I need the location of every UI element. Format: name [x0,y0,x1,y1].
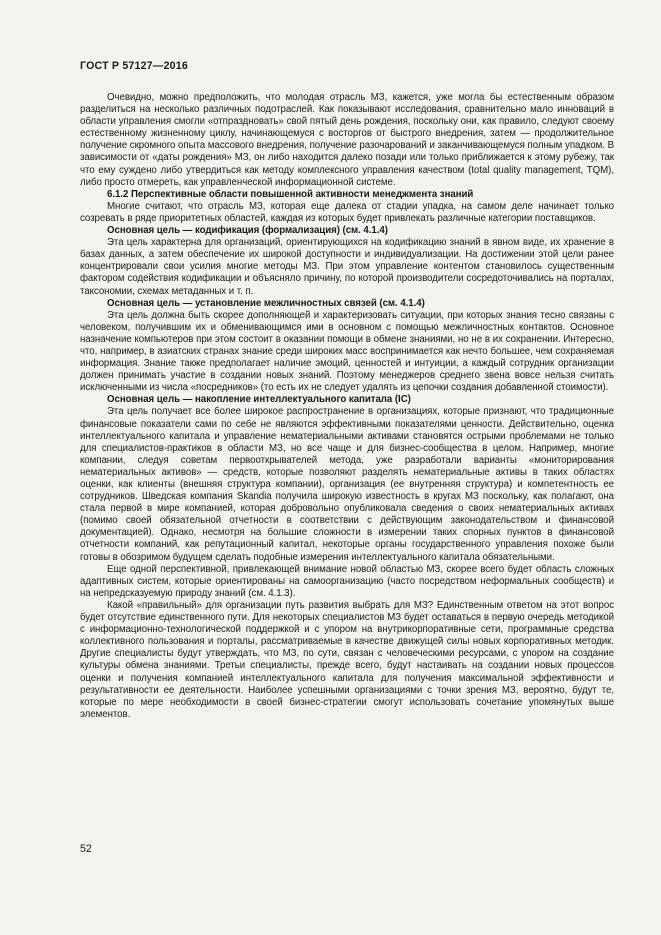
subheading-codification: Основная цель — кодификация (формализация) (см. 4.1.4) [107,225,388,237]
paragraph-conclusion: Какой «правильный» для организации путь развития выбрать для МЗ? Единственным ответом на этот вопрос будет отсутствие единственного пути. Для некоторых специалистов МЗ будет оставаться в первую очередь методикой с информационно-технологической поддержкой и с упором на внутрикорпоративные сети, программные средства коллективного пользования и порталы, рассматриваемые в качестве движущей силы новых корпоративных методик. Другие специалисты будут утверждать, что МЗ, по сути, связан с человеческими ресурсами, с упором на создание культуры обмена знаниями. Третьи специалисты, прежде всего, будут настаивать на создании новых процессов оценки и получения компанией интеллектуального капитала для получения максимальной эффективности и результативности ее деятельности. Наиболее успешными организациями с точки зрения МЗ, вероятно, будут те, которые по мере необходимости в своей бизнес-стратегии смогут использовать сочетание упомянутых выше элементов. [80,599,614,720]
subheading-interpersonal: Основная цель — установление межличностных связей (см. 4.1.4) [107,297,425,309]
paragraph-interpersonal: Эта цель должна быть скорее дополняющей и характеризовать ситуации, при которых знания тесно связаны с человеком, получившим их и обменивающимся ими в основном с помощью межличностных контактов. Основное назначение компьютеров при этом состоит в оказании помощи в обмене знаниями, но не в их сохранении. Интересно, что, например, в азиатских странах знание среди широких масс воспринимается как нечто большее, чем сохраняемая информация. Знание также предполагает наличие эмоций, ценностей и интуиции, а каждый сотрудник организации должен принимать участие в создании новых знаний. Поэтому менеджеров среднего звена вовсе нельзя считать исключенными из числа «посредников» (то есть их не следует удалять из цепочки создания добавленной стоимости). [80,309,614,394]
subheading-intellectual-capital: Основная цель — накопление интеллектуального капитала (IC) [107,394,411,406]
paragraph-intellectual-capital: Эта цель получает все более широкое распространение в организациях, которые признают, что традиционные финансовые показатели сами по себе не являются эффективными показателями ценности. Действительно, оценка интеллектуального капитала и управление нематериальными активами становятся острыми проблемами не только для специалистов-практиков в области МЗ, но все чаще и для бизнес-сообщества в целом. Например, многие компании, следуя советам первооткрывателей метода, уже разработали варианты «мониторирования нематериальных активов» — средств, которые позволяют разделять нематериальные активы в таких областях оценки, как клиенты (внешняя структура компании), организация (ее внутренняя структура) и компетентность ее сотрудников. Шведская компания Skandia получила широкую известность в кругах МЗ поскольку, как полагают, она стала первой в мире компанией, которая добровольно опубликовала сведения о своих нематериальных активах (помимо своей обязательной отчетности в соответствии с действующим законодательством и финансовой документацией). Однако, несмотря на большие сложности в измерении таких спорных пунктов в финансовой отчетности компаний, как репутационный капитал, некоторые органы государственного управления похоже были готовы в обозримом будущем сделать подобные измерения интеллектуального капитала обязательными. [80,406,614,563]
document-header: ГОСТ Р 57127—2016 [80,60,188,72]
section-heading-6-1-2: 6.1.2 Перспективные области повышенной активности менеджмента знаний [107,188,474,200]
page-number: 52 [80,843,92,855]
paragraph-intro: Очевидно, можно предположить, что молодая отрасль МЗ, кажется, уже могла бы естественным образом разделиться на несколько различных подотраслей. Как показывают исследования, сравнительно мало инноваций в области управления смогли «отпраздновать» свой пятый день рождения, поскольку они, как правило, следуют своему естественному жизненному циклу, начинающемуся с восторгов от быстрого внедрения, затем — продолжительное получение скромного опыта массового внедрения, получение разочарований и заканчивающемуся полным упадком. В зависимости от «даты рождения» МЗ, он либо находится далеко позади или только приближается к этому рубежу, так что ему суждено либо утвердиться как методу комплексного управления качеством (total quality management, TQM), либо просто отмереть, как управленческой информационной системе. [80,92,614,188]
paragraph-codification: Эта цель характерна для организаций, ориентирующихся на кодификацию знаний в явном виде, их хранение в базах данных, а затем обеспечение их широкой доступности и индивидуализации. На достижении этой цели ранее концентрировали свои усилия многие методы МЗ. При этом управление контентом становилось существенным фактором содействия кодификации и объясняло причину, по которой производители сосредоточивались на порталах, таксономии, схемах метаданных и т. п. [80,237,614,297]
page-body [80,92,614,721]
paragraph-adaptive-systems: Еще одной перспективной, привлекающей внимание новой областью МЗ, скорее всего будет область сложных адаптивных систем, которые ориентированы на самоорганизацию (часто посредством неформальных сообществ) и на непредсказуемую природу знаний (см. 4.1.3). [80,563,614,599]
paragraph-section-intro: Многие считают, что отрасль МЗ, которая еще далека от стадии упадка, на самом деле начинает только созревать в ряде приоритетных областей, каждая из которых будет привлекать различные категории поставщиков. [80,200,614,224]
